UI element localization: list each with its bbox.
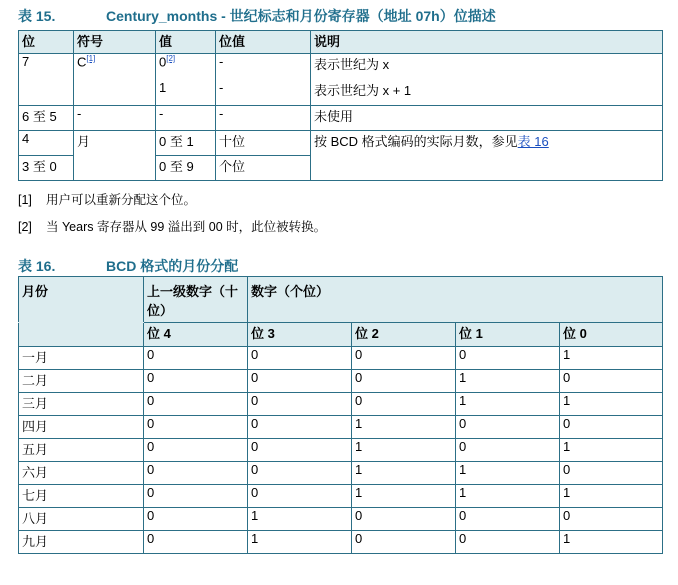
footnote-mark: [2] xyxy=(18,220,32,234)
month-cell: 一月 xyxy=(19,347,144,370)
bit-cell: 0 xyxy=(456,508,560,531)
bit-cell: 0 xyxy=(144,508,248,531)
month-cell: 八月 xyxy=(19,508,144,531)
table-row xyxy=(19,347,663,370)
table15-cell: 月 xyxy=(74,131,156,181)
bit-cell: 1 xyxy=(456,370,560,393)
bit-cell: 1 xyxy=(456,393,560,416)
footnote-ref-1[interactable]: [1] xyxy=(86,54,96,63)
table15-caption xyxy=(18,6,496,26)
bit-cell: 1 xyxy=(248,531,352,554)
bit-cell: 0 xyxy=(144,485,248,508)
table15-cell: 未使用 xyxy=(311,106,663,131)
bit-cell: 1 xyxy=(560,531,663,554)
bit-cell: 1 xyxy=(456,462,560,485)
bit-cell: 0 xyxy=(560,508,663,531)
bit-cell: 0 xyxy=(352,531,456,554)
table-row xyxy=(19,393,663,416)
table15-cell: 4 xyxy=(19,131,74,156)
table-row xyxy=(19,508,663,531)
bit-cell: 1 xyxy=(560,439,663,462)
table16-header-empty xyxy=(19,323,144,347)
table15-cell: - xyxy=(216,54,311,80)
bit-cell: 0 xyxy=(456,531,560,554)
month-cell: 三月 xyxy=(19,393,144,416)
bit-cell: 1 xyxy=(352,462,456,485)
table16-subheader: 位 1 xyxy=(456,323,560,347)
bit-cell: 0 xyxy=(144,439,248,462)
table16-caption-number: 表 16. xyxy=(18,258,56,274)
bit-cell: 0 xyxy=(248,485,352,508)
table15-caption-number: 表 15. xyxy=(18,8,56,24)
table16-header-upper-digit: 上一级数字（十位） xyxy=(144,277,248,323)
table15-cell: 1 xyxy=(156,80,216,106)
table15-cell: - xyxy=(74,106,156,131)
table15-cell: 0 至 9 xyxy=(156,156,216,181)
table15-header-bit: 位 xyxy=(19,31,74,54)
footnote-text: 用户可以重新分配这个位。 xyxy=(46,193,197,207)
bit-cell: 0 xyxy=(144,462,248,485)
bit-cell: 0 xyxy=(352,370,456,393)
table-row xyxy=(19,485,663,508)
table15-cell xyxy=(74,54,156,106)
bit-cell: 0 xyxy=(352,347,456,370)
bit-cell: 0 xyxy=(144,370,248,393)
footnote-2 xyxy=(18,217,326,235)
table16 xyxy=(18,276,663,554)
month-cell: 七月 xyxy=(19,485,144,508)
table15-header-symbol: 符号 xyxy=(74,31,156,54)
table15-cell xyxy=(311,131,663,181)
table-row xyxy=(19,370,663,393)
table15-cell: 表示世纪为 x xyxy=(311,54,663,80)
table15-cell: - xyxy=(156,106,216,131)
bit-cell: 1 xyxy=(352,416,456,439)
bit-cell: 0 xyxy=(560,462,663,485)
footnote-text: 当 Years 寄存器从 99 溢出到 00 时，此位被转换。 xyxy=(46,220,327,234)
month-cell: 六月 xyxy=(19,462,144,485)
table15-caption-title: Century_months - 世纪标志和月份寄存器（地址 07h）位描述 xyxy=(106,8,496,24)
table15-cell: - xyxy=(216,106,311,131)
value-label: 0 xyxy=(159,54,167,70)
bit-cell: 0 xyxy=(144,531,248,554)
bit-cell: 0 xyxy=(248,347,352,370)
table15-header-value: 值 xyxy=(156,31,216,54)
table15-cell: 十位 xyxy=(216,131,311,156)
symbol-label: C xyxy=(77,54,87,70)
table16-header-digit: 数字（个位） xyxy=(248,277,663,323)
bit-cell: 0 xyxy=(560,370,663,393)
table15-cell: 0 至 1 xyxy=(156,131,216,156)
table-row xyxy=(19,439,663,462)
table15-cell: - xyxy=(216,80,311,106)
table16-caption xyxy=(18,256,238,276)
table16-link[interactable]: 表 16 xyxy=(517,134,549,149)
description-text: 按 BCD 格式编码的实际月数，参见 xyxy=(314,134,518,149)
table15-header-description: 说明 xyxy=(311,31,663,54)
table-row xyxy=(19,531,663,554)
bit-cell: 0 xyxy=(248,416,352,439)
bit-cell: 1 xyxy=(560,393,663,416)
table16-subheader: 位 2 xyxy=(352,323,456,347)
table15-cell: 6 至 5 xyxy=(19,106,74,131)
table16-subheader: 位 0 xyxy=(560,323,663,347)
table15-cell xyxy=(156,54,216,80)
bit-cell: 0 xyxy=(352,393,456,416)
bit-cell: 1 xyxy=(352,439,456,462)
bit-cell: 1 xyxy=(560,485,663,508)
bit-cell: 0 xyxy=(248,462,352,485)
table16-subheader: 位 4 xyxy=(144,323,248,347)
table16-caption-title: BCD 格式的月份分配 xyxy=(106,258,239,274)
table16-body xyxy=(19,347,663,554)
bit-label: 7 xyxy=(22,54,30,69)
table-row xyxy=(19,462,663,485)
bit-cell: 0 xyxy=(248,393,352,416)
month-cell: 二月 xyxy=(19,370,144,393)
bit-cell: 0 xyxy=(352,508,456,531)
month-cell: 五月 xyxy=(19,439,144,462)
table15-cell xyxy=(19,54,74,106)
table15-cell: 表示世纪为 x + 1 xyxy=(311,80,663,106)
month-cell: 四月 xyxy=(19,416,144,439)
bit-cell: 1 xyxy=(560,347,663,370)
footnote-mark: [1] xyxy=(18,193,32,207)
table15 xyxy=(18,30,663,181)
bit-cell: 0 xyxy=(248,439,352,462)
bit-cell: 1 xyxy=(248,508,352,531)
footnote-1 xyxy=(18,190,196,208)
bit-cell: 0 xyxy=(144,393,248,416)
table15-cell: 3 至 0 xyxy=(19,156,74,181)
bit-cell: 0 xyxy=(144,347,248,370)
bit-cell: 0 xyxy=(248,370,352,393)
bit-cell: 0 xyxy=(456,439,560,462)
table15-cell: 个位 xyxy=(216,156,311,181)
bit-cell: 0 xyxy=(144,416,248,439)
bit-cell: 0 xyxy=(456,416,560,439)
table15-header-bitvalue: 位值 xyxy=(216,31,311,54)
table16-subheader: 位 3 xyxy=(248,323,352,347)
footnote-ref-2[interactable]: [2] xyxy=(166,54,176,63)
month-cell: 九月 xyxy=(19,531,144,554)
bit-cell: 0 xyxy=(560,416,663,439)
bit-cell: 1 xyxy=(352,485,456,508)
bit-cell: 0 xyxy=(456,347,560,370)
table-row xyxy=(19,416,663,439)
table16-header-month: 月份 xyxy=(19,277,144,323)
bit-cell: 1 xyxy=(456,485,560,508)
